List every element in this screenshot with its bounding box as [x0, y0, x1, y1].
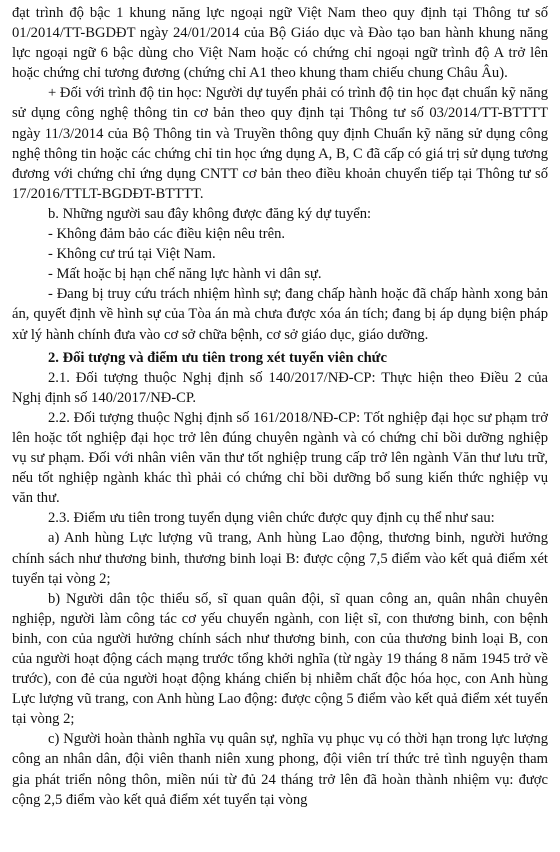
- section-heading-priority: 2. Đối tượng và điểm ưu tiên trong xét tuyển viên chức: [48, 349, 387, 366]
- list-item-civil-capacity: - Mất hoặc bị hạn chế năng lực hành vi dân sự.: [48, 266, 322, 283]
- paragraph-2-2: 2.2. Đối tượng thuộc Nghị định số 161/2018/NĐ-CP: Tốt nghiệp đại học sư phạm trở lên hoặc tốt nghiệp đại học trở lên đúng chuyên ngành và có chứng chỉ bồi dưỡng nghiệp vụ sư phạm. Đối với nhân viên văn thư tốt nghiệp trung cấp trở lên ngành Văn thư lưu trữ, nếu tốt nghiệp ngành khác thì phải có chứng chỉ bồi dưỡng bổ sung kiến thức nghiệp vụ văn thư.: [12, 409, 548, 507]
- list-item-residence: - Không cư trú tại Việt Nam.: [48, 246, 216, 263]
- paragraph-2-1: 2.1. Đối tượng thuộc Nghị định số 140/2017/NĐ-CP: Thực hiện theo Điều 2 của Nghị định số 140/2017/NĐ-CP.: [12, 369, 548, 406]
- paragraph-it-requirement: + Đối với trình độ tin học: Người dự tuyển phải có trình độ tin học đạt chuẩn kỹ năng sử dụng công nghệ thông tin cơ bản theo quy định tại Thông tư số 03/2014/TT-BTTTT ngày 11/3/2014 của Bộ Thông tin và Truyền thông quy định Chuẩn kỹ năng sử dụng công nghệ thông tin hoặc các chứng chỉ tin học ứng dụng A, B, C đã cấp có giá trị sử dụng tương đương với chứng chỉ ứng dụng CNTT cơ bản theo điều khoản chuyển tiếp tại Thông tư số 17/2016/TTLT-BGDĐT-BTTTT.: [12, 85, 548, 202]
- paragraph-ineligible-intro: b. Những người sau đây không được đăng ký dự tuyển:: [48, 205, 372, 222]
- list-item-conditions: - Không đảm bảo các điều kiện nêu trên.: [48, 226, 286, 243]
- paragraph-priority-a: a) Anh hùng Lực lượng vũ trang, Anh hùng Lao động, thương binh, người hưởng chính sách như thương binh, thương binh loại B: được cộng 7,5 điểm vào kết quả điểm xét tuyển tại vòng 2;: [12, 530, 548, 587]
- paragraph-2-3: 2.3. Điểm ưu tiên trong tuyển dụng viên chức được quy định cụ thể như sau:: [48, 510, 495, 527]
- paragraph-priority-c: c) Người hoàn thành nghĩa vụ quân sự, nghĩa vụ phục vụ có thời hạn trong lực lượng công an nhân dân, đội viên thanh niên xung phong, đội viên trí thức trẻ tình nguyện tham gia phát triển nông thôn, miền núi từ đủ 24 tháng trở lên đã hoàn thành nhiệm vụ: được cộng 2,5 điểm vào kết quả điểm xét tuyển tại vòng: [12, 731, 548, 808]
- list-item-criminal: - Đang bị truy cứu trách nhiệm hình sự; đang chấp hành hoặc đã chấp hành xong bản án, quyết định về hình sự của Tòa án mà chưa được xóa án tích; đang bị áp dụng biện pháp xử lý hành chính đưa vào cơ sở chữa bệnh, cơ sở giáo dục, giáo dưỡng.: [12, 286, 548, 343]
- paragraph-priority-b: b) Người dân tộc thiểu số, sĩ quan quân đội, sĩ quan công an, quân nhân chuyên nghiệp, người làm công tác cơ yếu chuyển ngành, con liệt sĩ, con thương binh, con bệnh binh, con của người hưởng chính sách như thương binh, con của thương binh loại B, con của người hoạt động cách mạng trước tổng khởi nghĩa (từ ngày 19 tháng 8 năm 1945 trở về trước), con đẻ của người hoạt động kháng chiến bị nhiễm chất độc hóa học, con Anh hùng Lực lượng vũ trang, con Anh hùng Lao động: được cộng 5 điểm vào kết quả điểm xét tuyển tại vòng 2;: [12, 590, 548, 728]
- paragraph-foreign-language-continued: đạt trình độ bậc 1 khung năng lực ngoại ngữ Việt Nam theo quy định tại Thông tư số 01/2014/TT-BGDĐT ngày 24/01/2014 của Bộ Giáo dục và Đào tạo ban hành khung năng lực ngoại ngữ 6 bậc dùng cho Việt Nam hoặc có chứng chỉ ngoại ngữ trình độ A trở lên hoặc chứng chỉ tương đương (chứng chỉ A1 theo khung tham chiếu chung Châu Âu).: [12, 5, 548, 82]
